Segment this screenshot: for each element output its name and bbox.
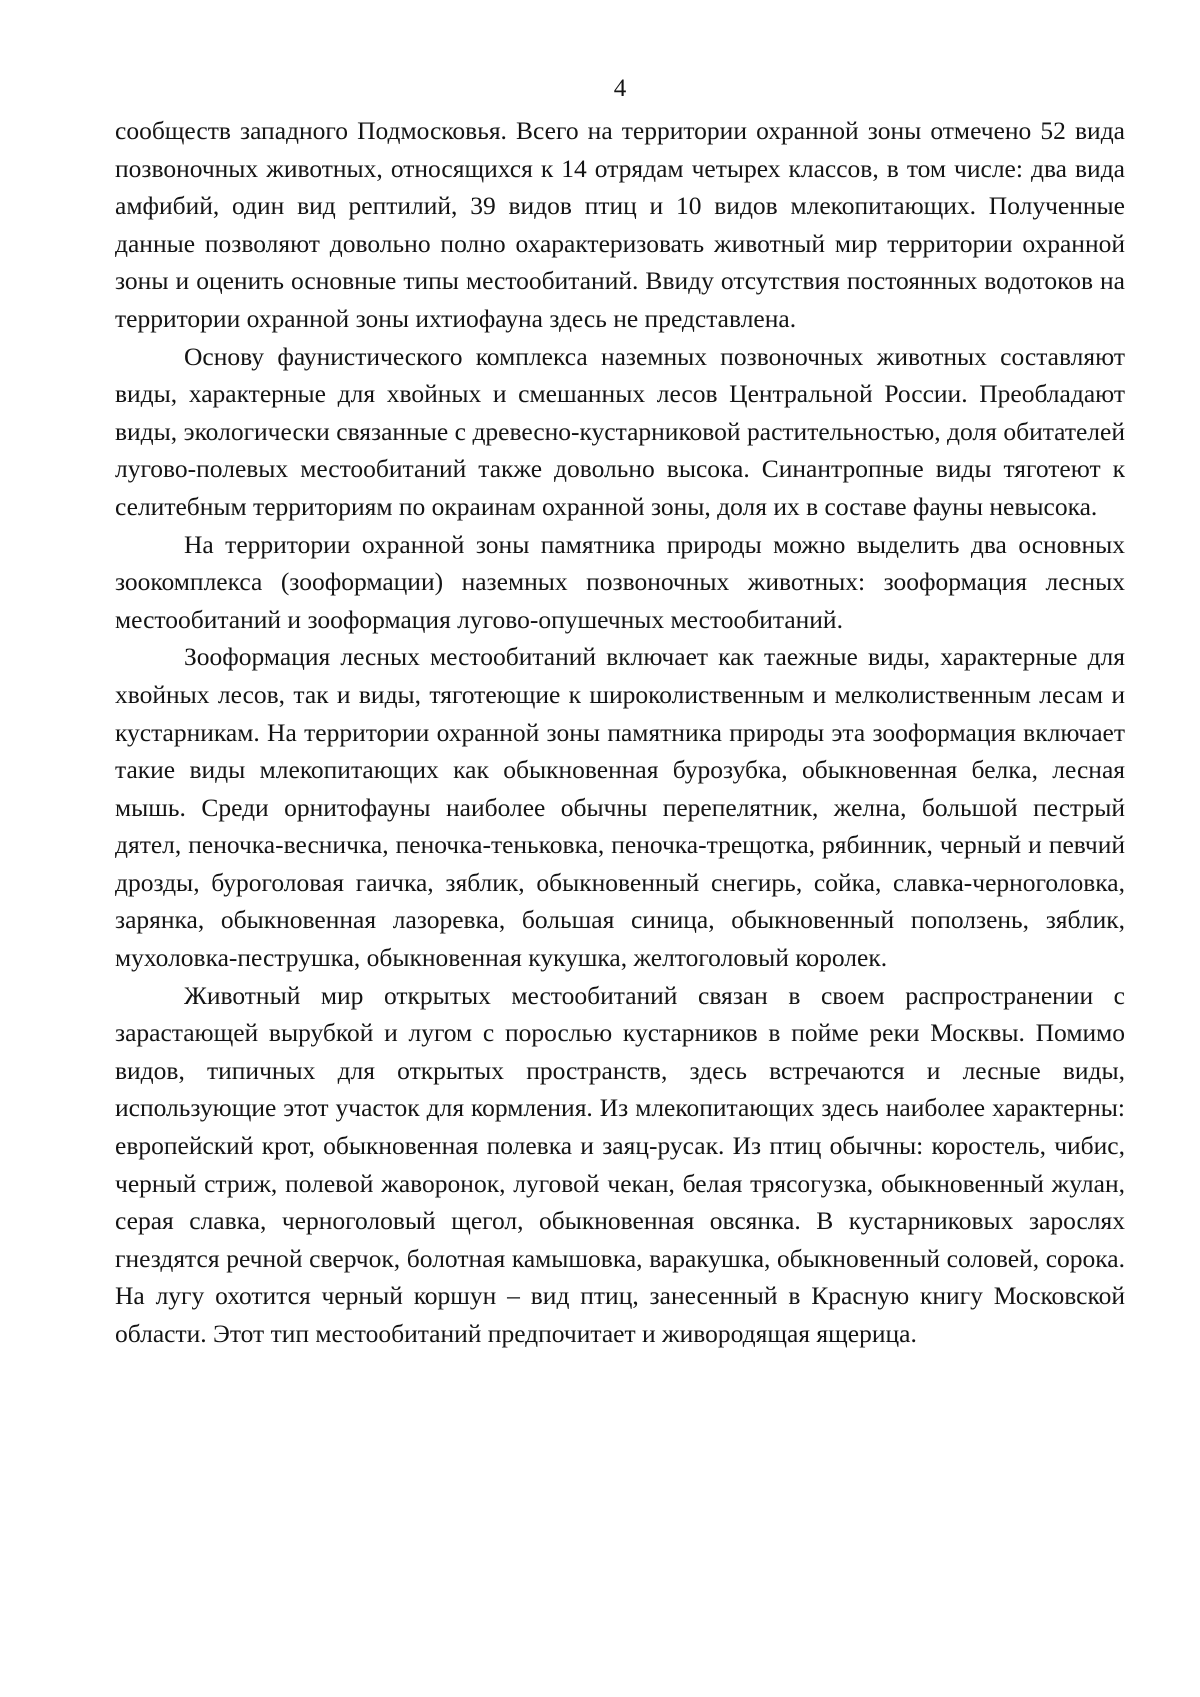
paragraph-continued: сообществ западного Подмосковья. Всего на территории охранной зоны отмечено 52 вида позвоночных животных, относящихся к 14 отрядам четырех классов, в том числе: два вида амфибий, один вид рептилий, 39 видов птиц и 10 видов млекопитающих. Полученные данные позволяют довольно полно охарактеризовать животный мир территории охранной зоны и оценить основные типы местообитаний. Ввиду отсутствия постоянных водотоков на территории охранной зоны ихтиофауна здесь не представлена. — [115, 116, 1125, 333]
paragraph-fauna-complex: Основу фаунистического комплекса наземных позвоночных животных составляют виды, характерные для хвойных и смешанных лесов Центральной России. Преобладают виды, экологически связанные с древесно-кустарниковой растительностью, доля обитателей лугово-полевых местообитаний также довольно высока. Синантропные виды тяготеют к селитебным территориям по окраинам охранной зоны, доля их в составе фауны невысока. — [115, 341, 1125, 521]
document-body — [115, 112, 1125, 1353]
paragraph-zooformations: На территории охранной зоны памятника природы можно выделить два основных зоокомплекса (зооформации) наземных позвоночных животных: зооформация лесных местообитаний и зооформация лугово-опушечных местообитаний. — [115, 529, 1125, 634]
paragraph-forest-habitats: Зооформация лесных местообитаний включает как таежные виды, характерные для хвойных лесов, так и виды, тяготеющие к широколиственным и мелколиственным лесам и кустарникам. На территории охранной зоны памятника природы эта зооформация включает такие виды млекопитающих как обыкновенная бурозубка, обыкновенная белка, лесная мышь. Среди орнитофауны наиболее обычны перепелятник, желна, большой пестрый дятел, пеночка-весничка, пеночка-теньковка, пеночка-трещотка, рябинник, черный и певчий дрозды, буроголовая гаичка, зяблик, обыкновенный снегирь, сойка, славка-черноголовка, зарянка, обыкновенная лазоревка, большая синица, обыкновенный поползень, зяблик, мухоловка-пеструшка, обыкновенная кукушка, желтоголовый королек. — [115, 642, 1125, 973]
paragraph-open-habitats: Животный мир открытых местообитаний связан в своем распространении с зарастающей вырубкой и лугом с порослью кустарников в пойме реки Москвы. Помимо видов, типичных для открытых пространств, здесь встречаются и лесные виды, использующие этот участок для кормления. Из млекопитающих здесь наиболее характерны: европейский крот, обыкновенная полевка и заяц-русак. Из птиц обычны: коростель, чибис, черный стриж, полевой жаворонок, луговой чекан, белая трясогузка, обыкновенный жулан, серая славка, черноголовый щегол, обыкновенная овсянка. В кустарниковых зарослях гнездятся речной сверчок, болотная камышовка, варакушка, обыкновенный соловей, сорока. На лугу охотится черный коршун – вид птиц, занесенный в Красную книгу Московской области. Этот тип местообитаний предпочитает и живородящая ящерица. — [115, 980, 1125, 1348]
page-number: 4 — [613, 75, 627, 102]
